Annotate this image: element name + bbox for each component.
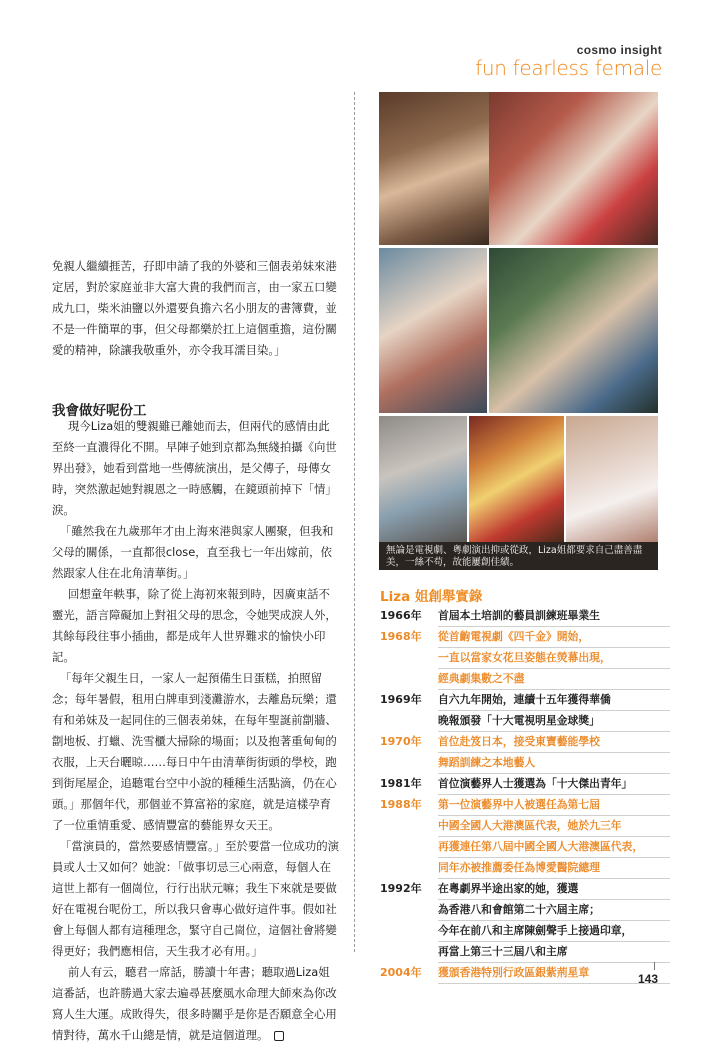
timeline-line: 首屆本土培訓的藝員訓練班畢業生	[438, 606, 670, 627]
timeline-text	[438, 732, 670, 774]
article-body	[52, 416, 340, 1046]
timeline-line: 在粵劇界半途出家的她，獲選	[438, 879, 670, 900]
page-number: 143	[637, 972, 658, 986]
timeline-text	[438, 627, 670, 690]
timeline-line: 從首齣電視劇《四千金》開始，	[438, 627, 670, 648]
timeline-entry	[380, 879, 670, 963]
article-paragraph: 「每年父親生日，一家人一起預備生日蛋糕，拍照留念；每年暑假，租用白牌車到淺灘游水，去離島玩樂；還有和弟妹及一起同住的三個表弟妹，在每年聖誕前劏牆、劏地板、打蠟、洗雪櫃大掃除的場面；以及抱著重甸甸的衣服，上天台曬晾……每日中午由清華街街頭的學校，跑到街尾屋企，追聽電台空中小說的種種生活點滴，仍在心頭。」那個年代，那個並不算富裕的家庭，就是這樣孕育了一位重情重愛、感情豐富的藝能界女天王。	[52, 671, 337, 832]
timeline-year: 1966年	[380, 609, 422, 622]
timeline-entry	[380, 627, 670, 690]
magazine-section-brand	[475, 44, 662, 79]
photo-vintage-portrait	[379, 92, 489, 245]
article-paragraph: 回想童年軼事，除了從上海初來報到時，因廣東話不靈光，語言障礙加上對祖父母的思念，令她哭成淚人外，其餘每段往事小插曲，都是成年人世界難求的愉快小印記。	[52, 587, 337, 664]
timeline-year: 1992年	[380, 882, 422, 895]
photo-official-portrait	[566, 416, 658, 542]
photo-tv-studio	[379, 416, 467, 542]
timeline-entry	[380, 606, 670, 627]
photo-period-costume	[489, 248, 658, 413]
brand-top-line: cosmo insight	[576, 43, 662, 57]
timeline-line: 為香港八和會館第二十六屆主席；	[438, 900, 670, 921]
timeline-text	[438, 795, 670, 879]
timeline-line: 首位赴笈日本，接受東寶藝能學校	[438, 732, 670, 753]
timeline-entry	[380, 690, 670, 732]
timeline-year: 1968年	[380, 630, 422, 643]
photo-caption: 無論是電視劇、粵劇演出抑或從政，Liza姐都要求自己盡善盡美，一絲不苟，故能屢創佳績。	[386, 545, 643, 568]
section-heading: 我會做好呢份工	[52, 403, 147, 419]
timeline-year: 1988年	[380, 798, 422, 811]
timeline-line: 晚報頒發「十大電視明星金球獎」	[438, 711, 670, 732]
end-of-article-icon	[274, 1031, 284, 1041]
timeline-line: 今年在前八和主席陳劍聲手上接過印章，	[438, 921, 670, 942]
article-paragraph-text: 前人有云，聽君一席話，勝讀十年書；聽取過Liza姐這番話，也許勝過大家去遍尋甚麼風水命理大師來為你改寫人生大運。成敗得失，很多時關乎是你是否願意全心用情對待，萬水千山總是情，就是這個道理。	[52, 965, 337, 1042]
timeline-line: 一直以當家女花旦姿態在熒幕出現，	[438, 648, 670, 669]
brand-tagline: fun fearless female	[475, 56, 662, 80]
timeline-line: 第一位演藝界中人被選任為第七屆	[438, 795, 670, 816]
timeline-line: 經典劇集數之不盡	[438, 669, 670, 690]
timeline-entry	[380, 795, 670, 879]
timeline-entry	[380, 963, 670, 984]
timeline-line: 再當上第三十三屆八和主席	[438, 942, 670, 963]
timeline-line: 同年亦被推薦委任為博愛醫院總理	[438, 858, 670, 879]
column-divider	[354, 92, 355, 952]
article-paragraph: 「當演員的，當然要感情豐富。」至於要當一位成功的演員或人士又如何？她說：「做事切忌三心兩意，每個人在這世上都有一個崗位，行行出狀元嘛；我生下來就是要做好在電視台呢份工，所以我只會專心做好這件事。假如社會上每個人都有這種理念，緊守自己崗位，這個社會將變得更好；我們應相信，天生我才必有用。」	[52, 839, 340, 958]
timeline-line: 首位演藝界人士獲選為「十大傑出青年」	[438, 774, 670, 795]
timeline-entry	[380, 774, 670, 795]
timeline-line: 獲頒香港特別行政區銀紫荊星章	[438, 963, 670, 984]
photo-drama-scene	[379, 248, 487, 413]
timeline-line: 舞蹈訓練之本地藝人	[438, 753, 670, 774]
achievement-timeline	[380, 606, 670, 984]
article-paragraph: 現今Liza姐的雙親雖已離她而去，但兩代的感情由此至終一直濃得化不開。早陣子她到京都為無綫拍攝《向世界出發》，她看到當地一些傳統演出，是父傳子，母傳女時，突然激起她對親恩之一時感觸，在鏡頭前掉下「情」淚。	[52, 419, 337, 517]
article-paragraph: 「雖然我在九歲那年才由上海來港與家人團聚，但我和父母的關係，一直都很close，直至我七一年出嫁前，依然跟家人住在北角清華街。」	[52, 524, 334, 580]
timeline-year: 1969年	[380, 693, 422, 706]
intro-paragraph: 免親人繼續捱苦，孖即申請了我的外婆和三個表弟妹來港定居，對於家庭並非大富大貴的我們而言，由一家五口變成九口，柴米油鹽以外還要負擔六名小朋友的書簿費，並不是一件簡單的事，但父母都樂於扛上這個重擔，這份關愛的精神，除讓我敬重外，亦令我耳濡目染。」	[52, 259, 337, 357]
timeline-text	[438, 879, 670, 963]
article-paragraph-last	[52, 962, 340, 1046]
timeline-entry	[380, 732, 670, 774]
timeline-line: 自六九年開始，連續十五年獲得華僑	[438, 690, 670, 711]
timeline-line: 再獲連任第八屆中國全國人大港澳區代表，	[438, 837, 670, 858]
photo-couple-formal	[489, 92, 658, 245]
photo-cantonese-opera	[469, 416, 564, 542]
article-intro	[52, 256, 340, 361]
timeline-text	[438, 690, 670, 732]
timeline-year: 2004年	[380, 966, 422, 979]
page-number-rule	[654, 962, 655, 970]
timeline-text	[438, 606, 670, 627]
timeline-title: Liza 姐創舉實錄	[380, 589, 483, 605]
timeline-text	[438, 774, 670, 795]
timeline-text	[438, 963, 670, 984]
timeline-year: 1970年	[380, 735, 422, 748]
timeline-line: 中國全國人大港澳區代表，她於九三年	[438, 816, 670, 837]
timeline-year: 1981年	[380, 777, 422, 790]
